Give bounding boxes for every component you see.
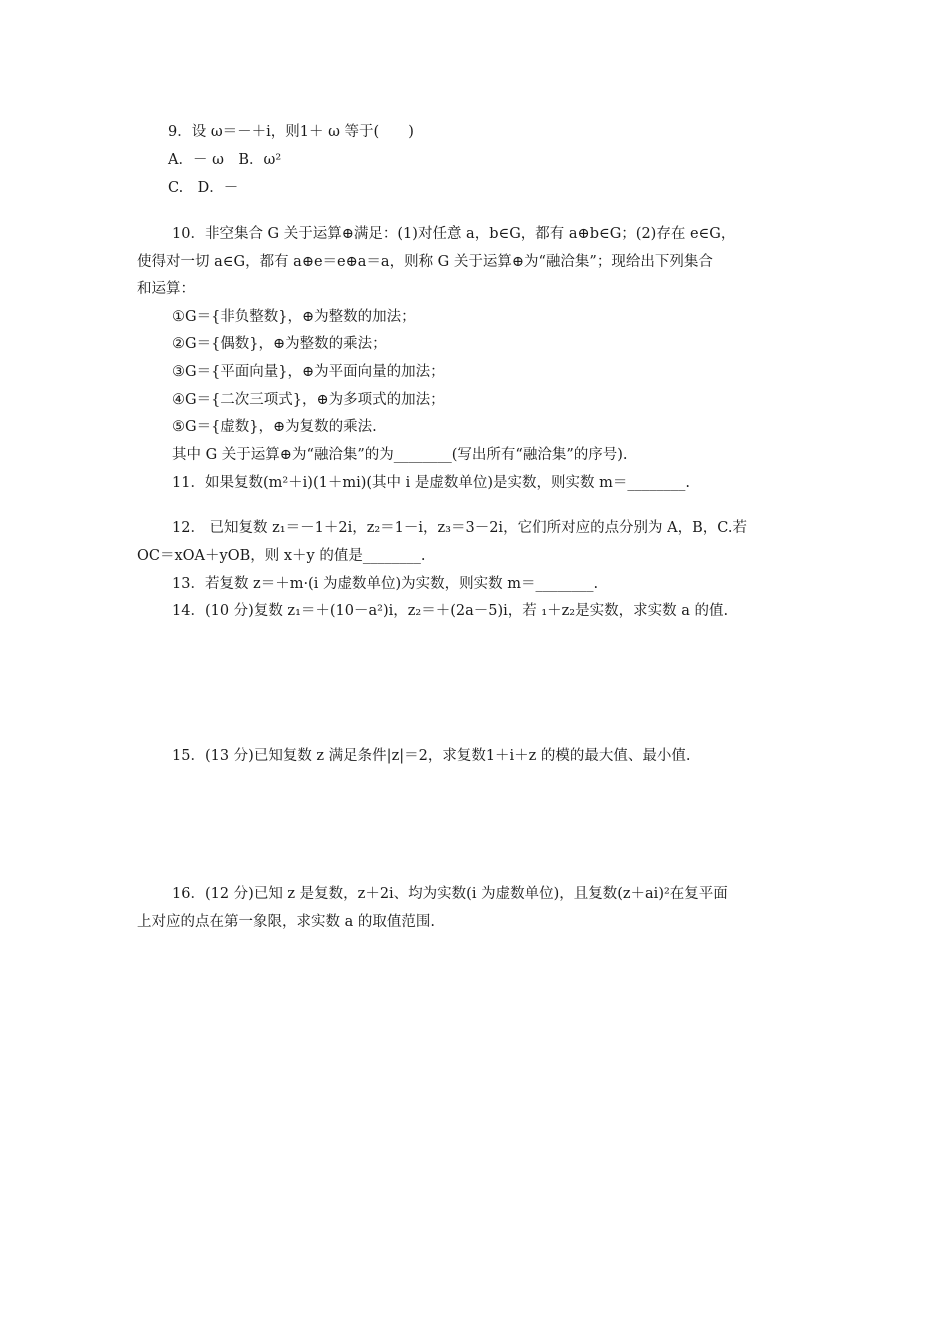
q10-item-5: ⑤G＝{虚数}，⊕为复数的乘法. [172, 419, 377, 435]
q10-answer-line: 其中 G 关于运算⊕为“融洽集”的为________(写出所有“融洽集”的序号). [172, 447, 628, 463]
q10-item-2: ②G＝{偶数}，⊕为整数的乘法； [172, 336, 387, 352]
q9-stem: 9．设 ω＝－＋i，则1＋ ω 等于( ) [168, 124, 414, 140]
q13-stem: 13．若复数 z＝＋m·(i 为虚数单位)为实数，则实数 m＝________. [172, 576, 599, 592]
q15-stem: 15．(13 分)已知复数 z 满足条件|z|＝2，求复数1＋i＋z 的模的最大值、最小值. [172, 748, 691, 764]
q10-line3: 和运算： [137, 281, 195, 297]
q10-line1: 10．非空集合 G 关于运算⊕满足：(1)对任意 a，b∈G，都有 a⊕b∈G；(2)存在 e∈G， [172, 226, 736, 242]
q10-item-4: ④G＝{二次三项式}，⊕为多项式的加法； [172, 392, 445, 408]
q10-item-1: ①G＝{非负整数}，⊕为整数的加法； [172, 309, 416, 325]
q10-item-3: ③G＝{平面向量}，⊕为平面向量的加法； [172, 364, 445, 380]
q9-options-ab: A．－ ω B．ω² [168, 152, 282, 168]
q11-stem: 11．如果复数(m²＋i)(1＋mi)(其中 i 是虚数单位)是实数，则实数 m＝________. [172, 475, 691, 491]
q10-line2: 使得对一切 a∈G，都有 a⊕e＝e⊕a＝a，则称 G 关于运算⊕为“融洽集”；现给出下列集合 [137, 254, 713, 270]
q16-line2: 上对应的点在第一象限，求实数 a 的取值范围. [137, 914, 435, 930]
q9-options-cd: C. D．－ [168, 180, 239, 196]
q16-line1: 16．(12 分)已知 z 是复数，z＋2i、均为实数(i 为虚数单位)，且复数(z＋ai)²在复平面 [172, 886, 728, 902]
q12-line1: 12． 已知复数 z₁＝－1＋2i，z₂＝1－i，z₃＝3－2i，它们所对应的点分别为 A，B，C.若 [172, 520, 747, 536]
q14-stem: 14．(10 分)复数 z₁＝＋(10－a²)i，z₂＝＋(2a－5)i，若 ₁＋z₂是实数，求实数 a 的值. [172, 603, 729, 619]
q12-line2: OC＝xOA＋yOB，则 x＋y 的值是________. [137, 548, 426, 564]
